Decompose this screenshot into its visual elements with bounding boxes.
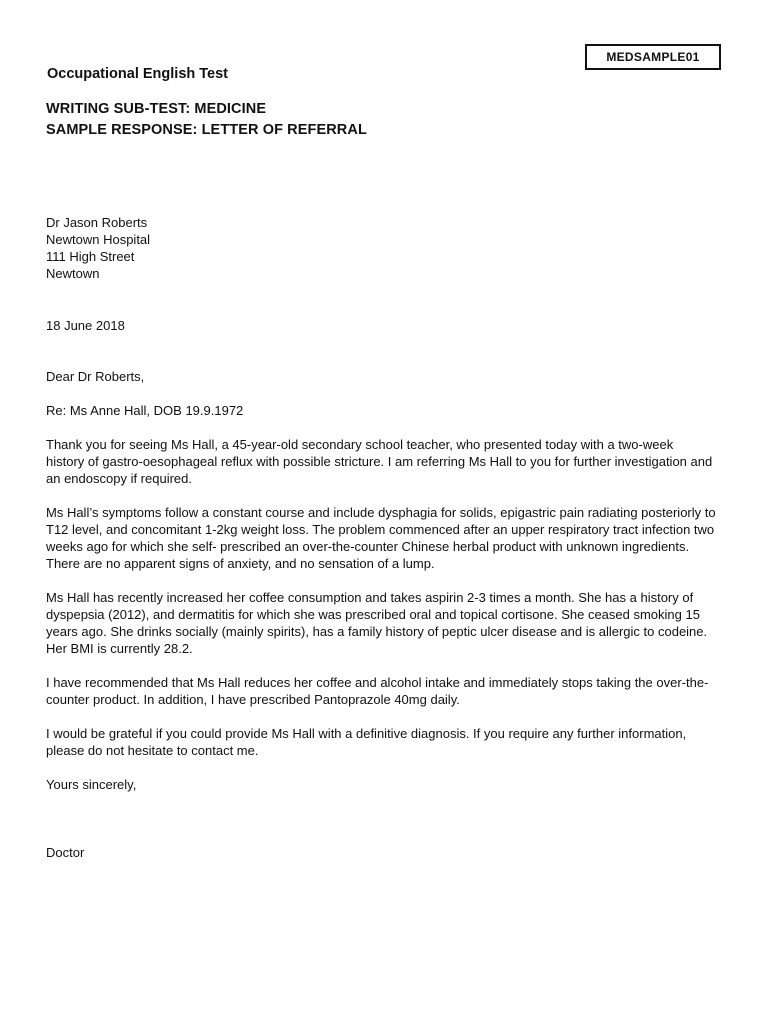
recipient-address	[46, 214, 726, 282]
body-paragraph-introduction: Thank you for seeing Ms Hall, a 45-year-old secondary school teacher, who presented today with a two-week history of gastro-oesophageal reflux with possible stricture. I am referring Ms Hall to you for further investigation and an endoscopy if required.	[46, 437, 713, 486]
recipient-street: 111 High Street	[46, 249, 135, 264]
response-title: SAMPLE RESPONSE: LETTER OF REFERRAL	[46, 122, 367, 138]
body-paragraph-request: I would be grateful if you could provide Ms Hall with a definitive diagnosis. If you require any further information, please do not hesitate to contact me.	[46, 726, 687, 758]
closing: Yours sincerely,	[46, 777, 137, 792]
re-line: Re: Ms Anne Hall, DOB 19.9.1972	[46, 403, 244, 418]
sample-code-box: MEDSAMPLE01	[585, 44, 721, 70]
salutation: Dear Dr Roberts,	[46, 369, 145, 384]
recipient-town: Newtown	[46, 266, 100, 281]
organisation-name: Occupational English Test	[47, 66, 229, 82]
letter-date: 18 June 2018	[46, 318, 125, 333]
body-paragraph-treatment: I have recommended that Ms Hall reduces her coffee and alcohol intake and immediately stops taking the over-the-counter product. In addition, I have prescribed Pantoprazole 40mg daily.	[46, 675, 709, 707]
body-paragraph-symptoms: Ms Hall’s symptoms follow a constant course and include dysphagia for solids, epigastric pain radiating posteriorly to T12 level, and concomitant 1-2kg weight loss. The problem commenced after an upper respiratory tract infection two weeks ago for which she self- prescribed an over-the-counter Chinese herbal product with unknown ingredients. There are no apparent signs of anxiety, and no sensation of a lump.	[46, 505, 716, 571]
recipient-name: Dr Jason Roberts	[46, 215, 148, 230]
recipient-institution: Newtown Hospital	[46, 232, 151, 247]
body-paragraph-history: Ms Hall has recently increased her coffee consumption and takes aspirin 2-3 times a month. She has a history of dyspepsia (2012), and dermatitis for which she was prescribed oral and topical cortisone. She ceased smoking 15 years ago. She drinks socially (mainly spirits), has a family history of peptic ulcer disease and is allergic to codeine. Her BMI is currently 28.2.	[46, 590, 708, 656]
signature: Doctor	[46, 845, 85, 860]
subtest-title: WRITING SUB-TEST: MEDICINE	[46, 101, 267, 117]
